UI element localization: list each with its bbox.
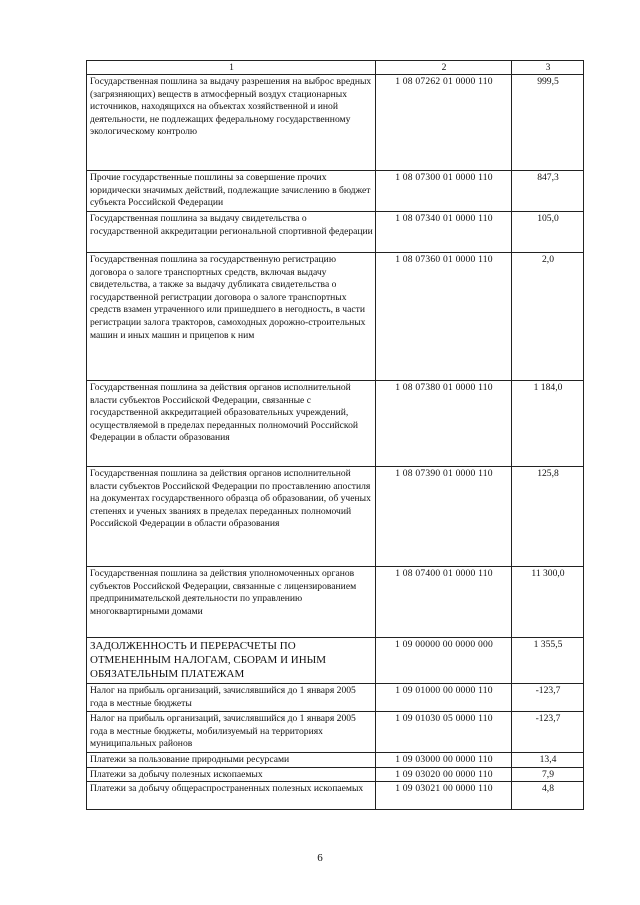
row-amount: -123,7 [512,712,584,753]
row-code: 1 09 01000 00 0000 110 [376,684,512,712]
row-amount: 105,0 [512,212,584,253]
table-row [87,381,584,467]
row-amount: 2,0 [512,253,584,381]
row-name: Государственная пошлина за действия уполномоченных органов субъектов Российской Федерации, связанные с лицензированием предпринимательской деятельности по управлению многоквартирными домами [87,567,376,638]
row-code: 1 08 07390 01 0000 110 [376,467,512,567]
row-name: Платежи за добычу полезных ископаемых [87,767,376,782]
row-name: Государственная пошлина за выдачу разрешения на выброс вредных (загрязняющих) веществ в атмосферный воздух стационарных источников, находящихся на объектах хозяйственной и иной деятельности, не подлежащих федеральному государственному экологическому контролю [87,75,376,171]
column-number-2: 2 [376,61,512,75]
row-code: 1 08 07400 01 0000 110 [376,567,512,638]
row-amount: 999,5 [512,75,584,171]
row-name: Государственная пошлина за действия органов исполнительной власти субъектов Российской Федерации, связанные с государственной аккредитацией образовательных учреждений, осуществляемой в пределах переданных полномочий Российской Федерации в области образования [87,381,376,467]
table-row [87,712,584,753]
row-name: Государственная пошлина за выдачу свидетельства о государственной аккредитации региональной спортивной федерации [87,212,376,253]
row-amount: 847,3 [512,171,584,212]
row-amount: 125,8 [512,467,584,567]
row-code: 1 09 03020 00 0000 110 [376,767,512,782]
row-code: 1 08 07360 01 0000 110 [376,253,512,381]
table-row [87,767,584,782]
row-code: 1 09 00000 00 0000 000 [376,638,512,684]
row-code: 1 09 03021 00 0000 110 [376,782,512,810]
row-name: Налог на прибыль организаций, зачислявшийся до 1 января 2005 года в местные бюджеты, мобилизуемый на территориях муниципальных районов [87,712,376,753]
table-row-section [87,638,584,684]
table-row [87,75,584,171]
row-name: Государственная пошлина за действия органов исполнительной власти субъектов Российской Федерации по проставлению апостиля на документах государственного образца об образовании, об ученых степенях и ученых званиях в пределах переданных полномочий Российской Федерации в области образования [87,467,376,567]
column-number-1: 1 [87,61,376,75]
row-amount: 11 300,0 [512,567,584,638]
row-name: Налог на прибыль организаций, зачислявшийся до 1 января 2005 года в местные бюджеты [87,684,376,712]
row-name: Государственная пошлина за государственную регистрацию договора о залоге транспортных средств, включая выдачу свидетельства, а также за выдачу дубликата свидетельства о государственной регистрации договора о залоге транспортных средств взамен утраченного или пришедшего в негодность, в части регистрации залога тракторов, самоходных дорожно-строительных машин и иных машин и прицепов к ним [87,253,376,381]
row-amount: 13,4 [512,753,584,768]
table-row [87,753,584,768]
page-number: 6 [317,852,323,864]
revenue-table [86,60,584,810]
row-code: 1 08 07300 01 0000 110 [376,171,512,212]
row-name: Платежи за пользование природными ресурсами [87,753,376,768]
row-code: 1 09 01030 05 0000 110 [376,712,512,753]
row-amount: -123,7 [512,684,584,712]
row-amount: 1 355,5 [512,638,584,684]
row-amount: 1 184,0 [512,381,584,467]
table-row [87,171,584,212]
table-row [87,253,584,381]
table-row [87,212,584,253]
row-code: 1 09 03000 00 0000 110 [376,753,512,768]
row-name: Платежи за добычу общераспространенных полезных ископаемых [87,782,376,810]
table-row [87,567,584,638]
row-code: 1 08 07262 01 0000 110 [376,75,512,171]
table-row [87,684,584,712]
table-row [87,782,584,810]
table-row [87,467,584,567]
row-amount: 4,8 [512,782,584,810]
row-code: 1 08 07380 01 0000 110 [376,381,512,467]
column-number-3: 3 [512,61,584,75]
row-code: 1 08 07340 01 0000 110 [376,212,512,253]
table-header-row [87,61,584,75]
row-amount: 7,9 [512,767,584,782]
section-heading: ЗАДОЛЖЕННОСТЬ И ПЕРЕРАСЧЕТЫ ПО ОТМЕНЕННЫМ НАЛОГАМ, СБОРАМ И ИНЫМ ОБЯЗАТЕЛЬНЫМ ПЛАТЕЖАМ [87,638,376,684]
row-name: Прочие государственные пошлины за совершение прочих юридически значимых действий, подлежащие зачислению в бюджет субъекта Российской Федерации [87,171,376,212]
